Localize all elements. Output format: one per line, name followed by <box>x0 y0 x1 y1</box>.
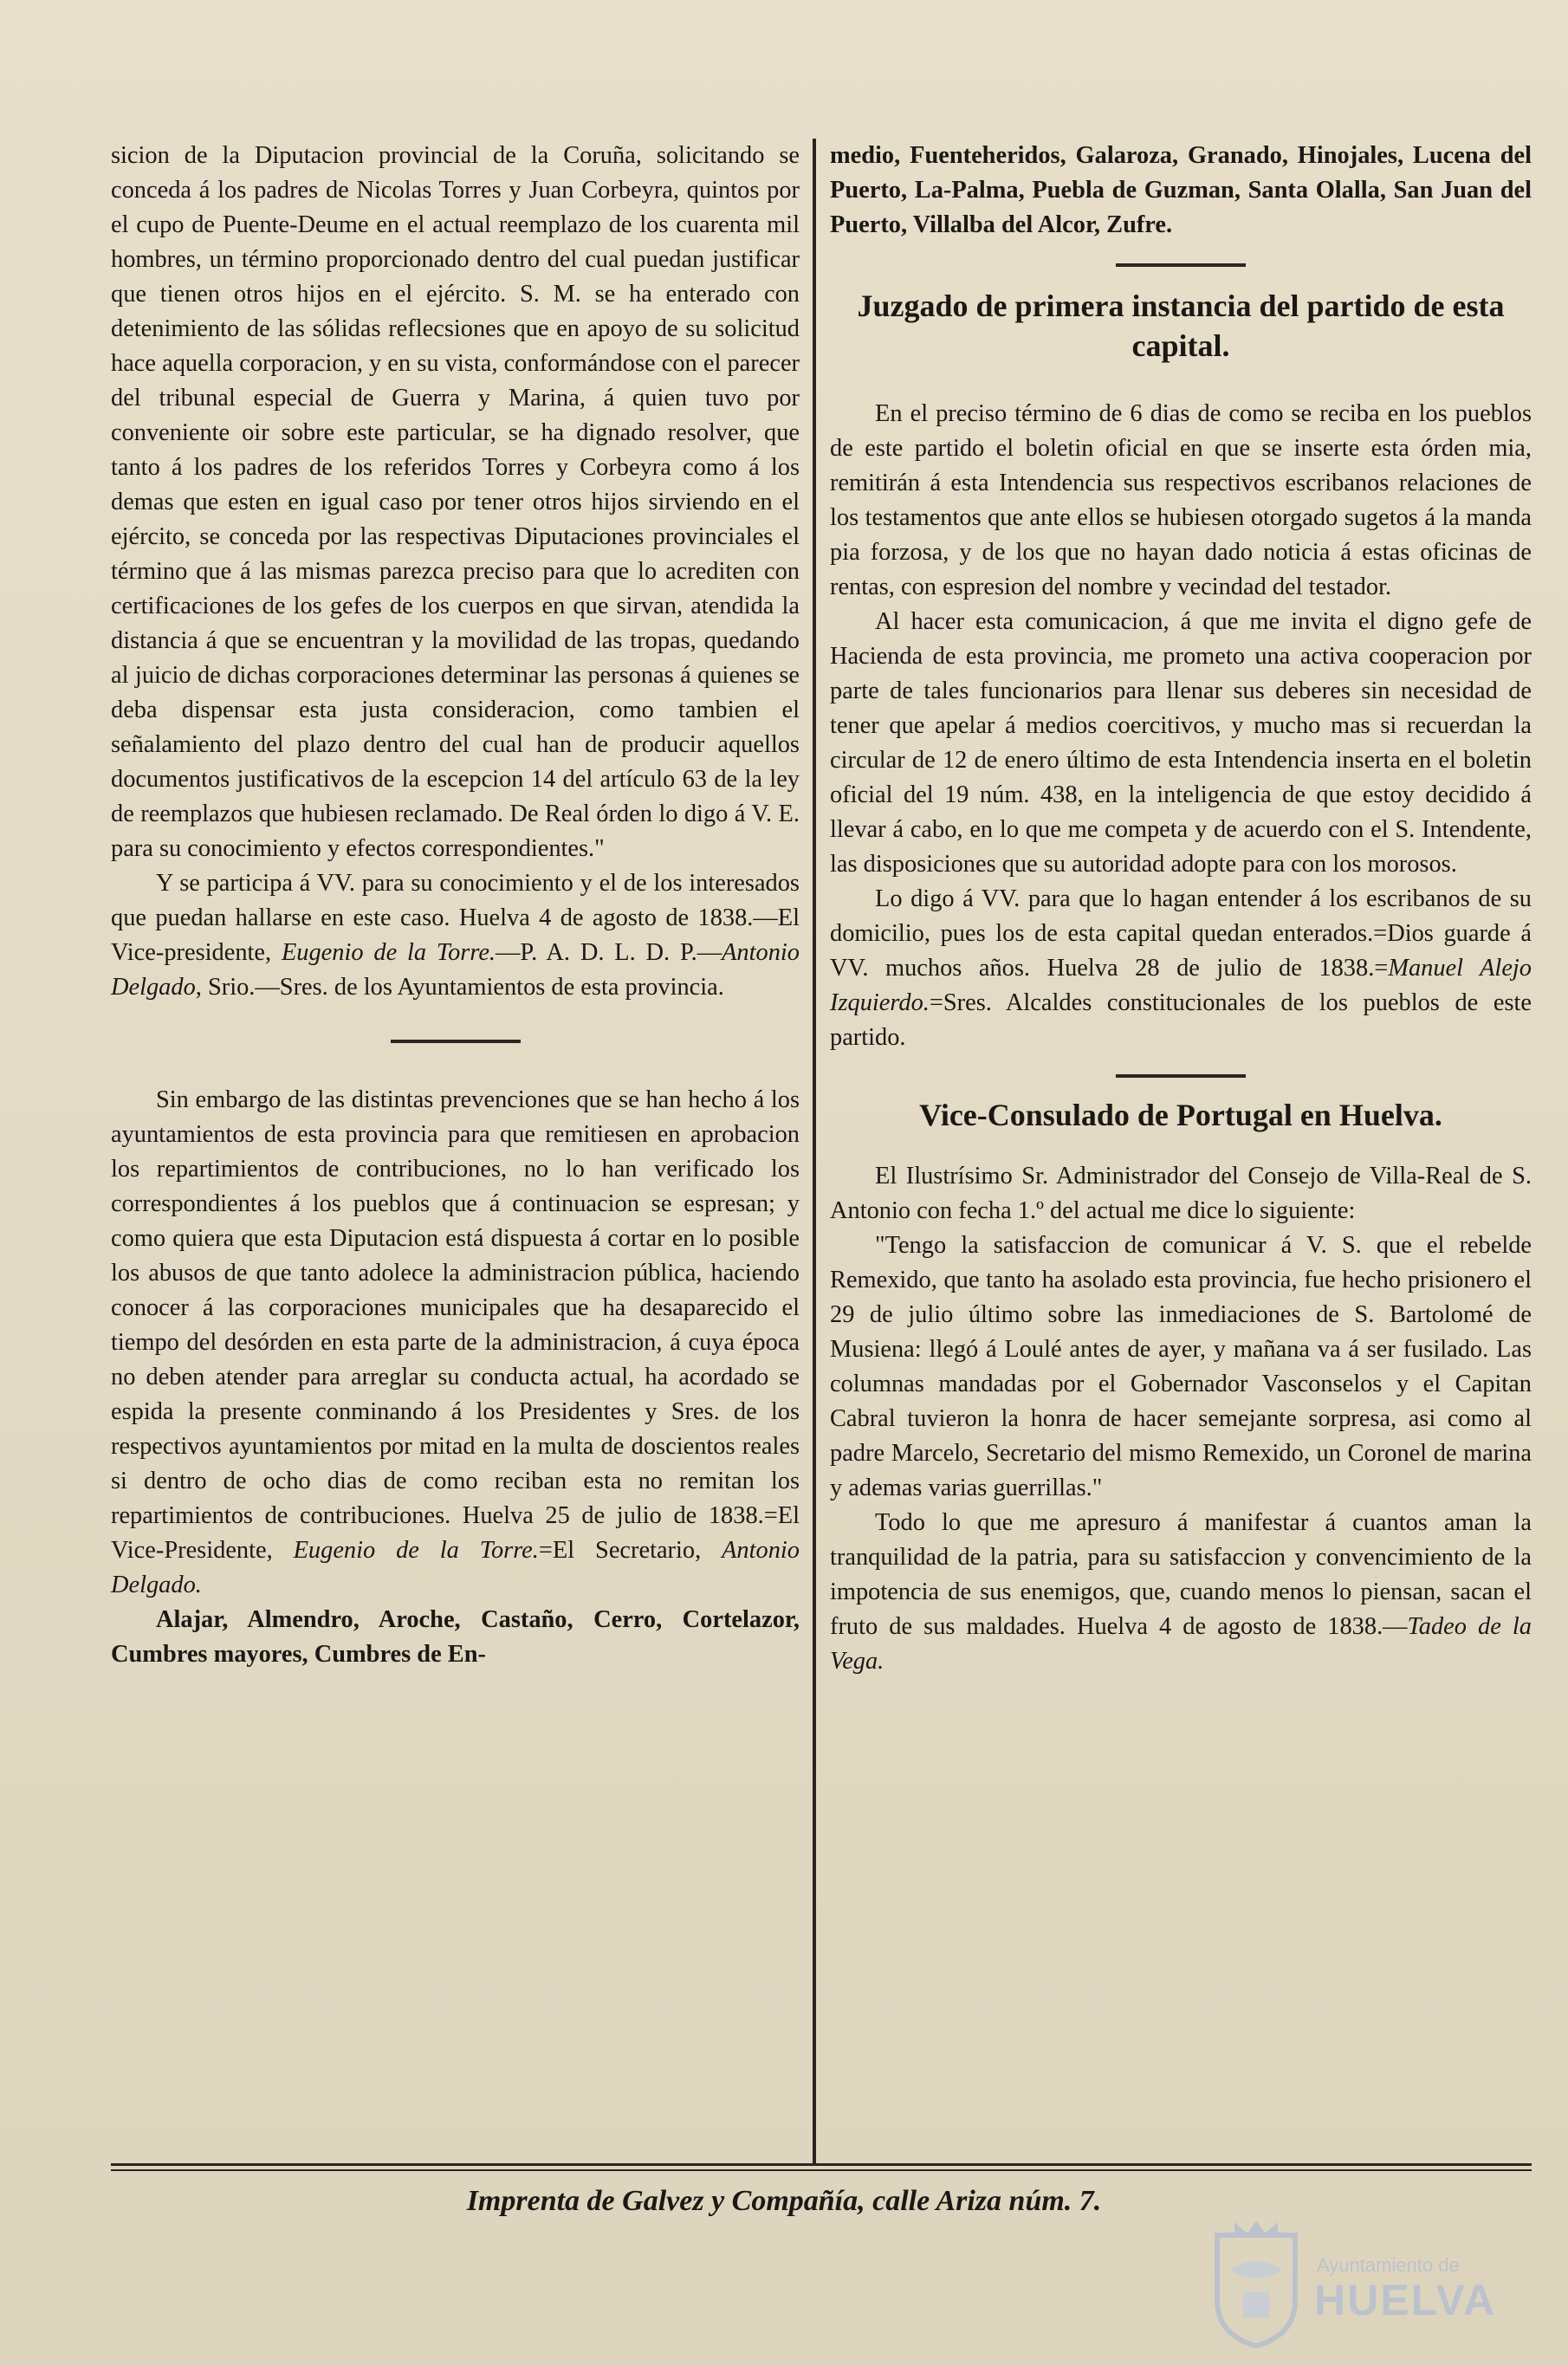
watermark-line-1: Ayuntamiento de <box>1317 2254 1460 2276</box>
section-divider <box>1116 263 1246 267</box>
watermark-line-2: HUELVA <box>1314 2276 1497 2324</box>
section-divider <box>391 1040 521 1043</box>
right-paragraph-3: Al hacer esta comunicacion, á que me invita el digno gefe de Hacienda de esta provincia, me prometo una activa cooperacion por parte de tales funcionarios para llenar sus deberes sin necesidad de tener que apelar á medios coercitivos, y mucho mas si recuerdan la circular de 12 de enero último de esta Intendencia inserta en el boletin oficial del 19 núm. 438, en la inteligencia de que estoy decidido á llevar á cabo, en lo que me competa y de acuerdo con el S. Intendente, las disposiciones que su autoridad adopte para con los morosos. <box>830 608 1532 878</box>
left-paragraph-3: Sin embargo de las distintas prevenciones que se han hecho á los ayuntamientos de esta provincia para que remitiesen en aprobacion los repartimientos de contribuciones, no lo han verificado los correspondientes á los pueblos que á continuacion se espresan; y como quiera que esta Diputacion está dispuesta á cortar en lo posible los abusos de que tanto adolece la administracion pública, haciendo conocer á las corporaciones municipales que ha desaparecido el tiempo del desórden en esta parte de la administracion, á cuya época no deben atender para arreglar su conducta actual, ha acordado se espida la presente conminando á los Presidentes y Sres. de los respectivos ayuntamientos por mitad en la multa de doscientos reales si dentro de ocho dias de como reciban esta no remitan los repartimientos de contribuciones. Huelva 25 de julio de 1838.=El Vice-Presidente, Eugenio de la Torre.=El Secretario, Antonio Delgado. <box>111 1086 800 1598</box>
left-paragraph-1: sicion de la Diputacion provincial de la Coruña, solicitando se conceda á los padres de Nicolas Torres y Juan Corbeyra, quintos por el cupo de Puente-Deume en el actual reemplazo de los cuarenta mil hombres, un término proporcionado dentro del cual puedan justificar que tienen otros hijos en el ejército. S. M. se ha enterado con detenimiento de las sólidas reflecsiones que en apoyo de su solicitud hace aquella corporacion, y en su vista, conformándose con el parecer del tribunal especial de Guerra y Marina, á quien tuvo por conveniente oir sobre este particular, se ha dignado resolver, que tanto á los padres de los referidos Torres y Corbeyra como á los demas que esten en igual caso por tener otros hijos sirviendo en el ejército, se conceda por las respectivas Diputaciones provinciales el término que á las mismas parezca preciso para que lo acrediten con certificaciones de los gefes de los cuerpos en que sirvan, atendida la distancia á que se encuentran y la movilidad de las tropas, quedando al juicio de dichas corporaciones determinar las personas á quienes se deba dispensar esta justa consideracion, como tambien el señalamiento del plazo dentro del cual han de producir aquellos documentos justificativos de la escepcion 14 del artículo 63 de la ley de reemplazos que hubiesen reclamado. De Real órden lo digo á V. E. para su conocimiento y efectos correspondientes." <box>111 142 800 862</box>
right-paragraph-1: medio, Fuenteheridos, Galaroza, Granado, Hinojales, Lucena del Puerto, La-Palma, Puebla de Guzman, Santa Olalla, San Juan del Puerto, Villalba del Alcor, Zufre. <box>830 142 1532 238</box>
footer-rule-top <box>111 2163 1532 2166</box>
left-paragraph-4: Alajar, Almendro, Aroche, Castaño, Cerro, Cortelazor, Cumbres mayores, Cumbres de En- <box>111 1606 800 1668</box>
left-paragraph-2: Y se participa á VV. para su conocimiento y el de los interesados que puedan hallarse en este caso. Huelva 4 de agosto de 1838.—El Vice-presidente, Eugenio de la Torre.—P. A. D. L. D. P.—Antonio Delgado, Srio.—Sres. de los Ayuntamientos de esta provincia. <box>111 870 800 1001</box>
right-paragraph-7: Todo lo que me apresuro á manifestar á cuantos aman la tranquilidad de la patria, para su satisfaccion y convencimiento de la impotencia de sus enemigos, que, cuando menos lo piensan, sacan el fruto de sus maldades. Huelva 4 de agosto de 1838.—Tadeo de la Vega. <box>830 1509 1532 1675</box>
archive-watermark <box>1208 2218 1520 2348</box>
right-paragraph-4: Lo digo á VV. para que lo hagan entender á los escribanos de su domicilio, pues los de esta capital quedan enterados.=Dios guarde á VV. muchos años. Huelva 28 de julio de 1838.=Manuel Alejo Izquierdo.=Sres. Alcaldes constitucionales de los pueblos de este partido. <box>830 885 1532 1051</box>
column-rule <box>813 139 816 2166</box>
right-paragraph-2: En el preciso término de 6 dias de como se reciba en los pueblos de este partido el boletin oficial en que se inserte esta órden mia, remitirán á esta Intendencia sus respectivos escribanos relaciones de los testamentos que ante ellos se hubiesen otorgado sugetos á la manda pia forzosa, y de los que no hayan dado noticia á estas oficinas de rentas, con espresion del nombre y vecindad del testador. <box>830 400 1532 600</box>
footer-rule-bottom <box>111 2169 1532 2171</box>
right-column <box>830 139 1532 1679</box>
left-column <box>111 139 800 1672</box>
right-paragraph-6: "Tengo la satisfaccion de comunicar á V. S. que el rebelde Remexido, que tanto ha asolado esta provincia, fue hecho prisionero el 29 de julio último sobre las inmediaciones de S. Bartolomé de Musiena: llegó á Loulé antes de ayer, y mañana va á ser fusilado. Las columnas mandadas por el Gobernador Vasconselos y el Capitan Cabral tuvieron la honra de hacer semejante sorpresa, asi como al padre Marcelo, Secretario del mismo Remexido, un Coronel de marina y ademas varias guerrillas." <box>830 1232 1532 1501</box>
section-divider <box>1116 1074 1246 1078</box>
heading-juzgado: Juzgado de primera instancia del partido de esta capital. <box>857 288 1505 363</box>
right-paragraph-5: El Ilustrísimo Sr. Administrador del Consejo de Villa-Real de S. Antonio con fecha 1.º del actual me dice lo siguiente: <box>830 1163 1532 1224</box>
heading-vice-consulado: Vice-Consulado de Portugal en Huelva. <box>919 1098 1442 1132</box>
printer-imprint: Imprenta de Galvez y Compañía, calle Ariza núm. 7. <box>466 2185 1102 2217</box>
city-shield-icon <box>1208 2218 1304 2348</box>
